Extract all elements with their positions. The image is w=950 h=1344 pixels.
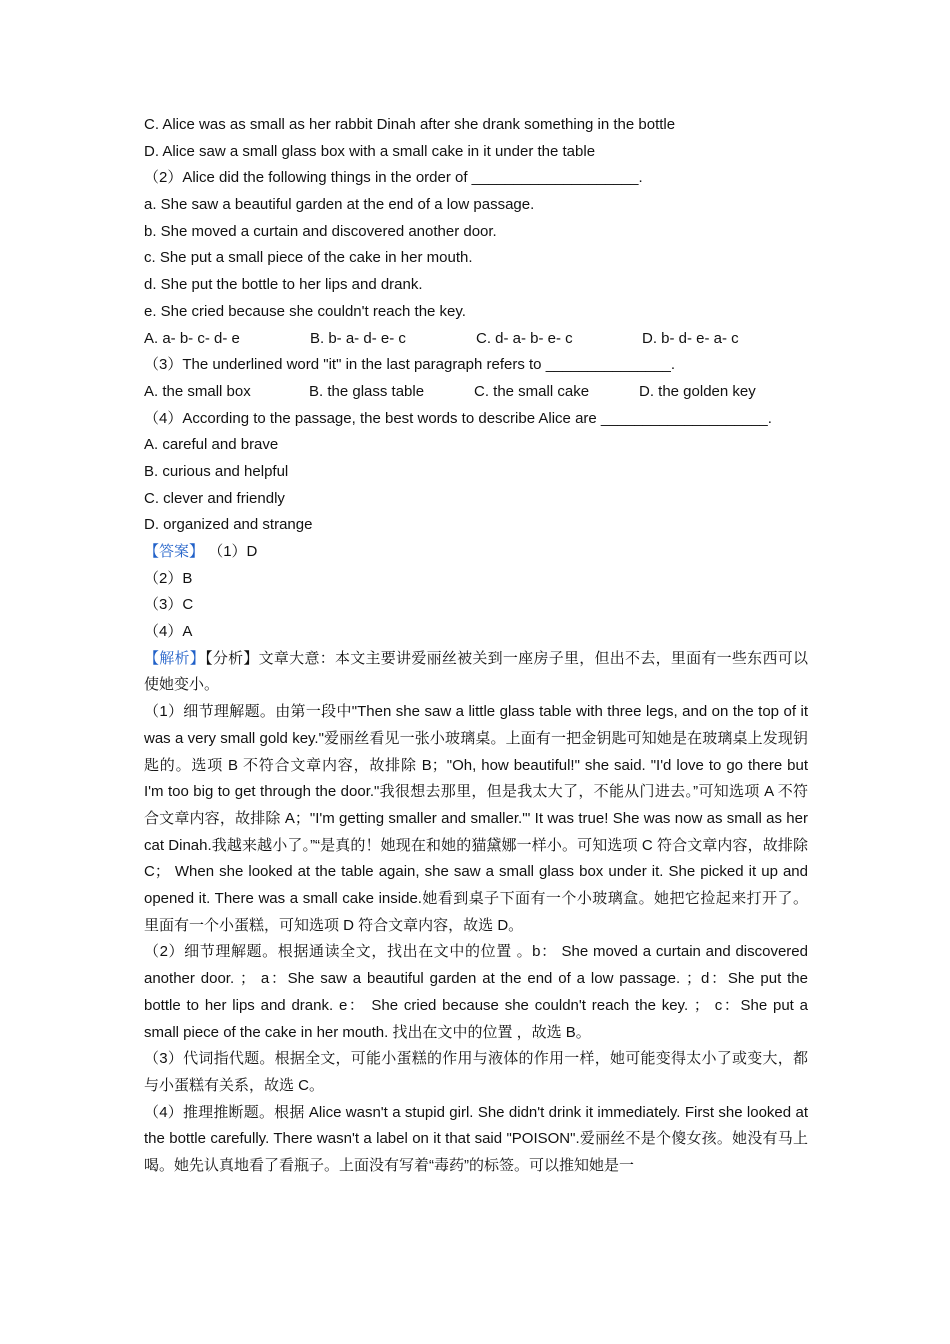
analysis-q1: （1）细节理解题。由第一段中"Then she saw a little glass table with three legs, and on the top of it was a very small gold key."爱丽丝看见一张小玻璃桌。上面有一把金钥匙可知她是在玻璃桌上发现钥匙的。选项 B 不符合文章内容，故排除 B；"Oh, how beautiful!" she said. "I'd love to go there but I'm too big to get through the door."我很想去那里，但是我太大了，不能从门进去。”可知选项 A 不符合文章内容，故排除 A；"I'm getting smaller and smaller.'" It was true! She was now as small as her cat Dinah.我越来越小了。”“是真的！她现在和她的猫黛娜一样小。可知选项 C 符合文章内容，故排除 C； When she looked at the table again, she saw a small glass box under it. She picked it up and opened it. There was a small cake inside.她看到桌子下面有一个小玻璃盒。她把它捡起来打开了。里面有一个小蛋糕，可知选项 D 符合文章内容，故选 D。 — [144, 703, 808, 934]
q2-option-d: D. b- d- e- a- c — [642, 329, 739, 347]
q3-option-a: A. the small box — [144, 382, 251, 400]
q2-option-c: C. d- a- b- e- c — [476, 329, 573, 347]
analysis-intro-paragraph — [144, 646, 808, 699]
q4-option-a: A. careful and brave — [144, 436, 279, 454]
q1-option-c: C. Alice was as small as her rabbit Dinah after she drank something in the bottle — [144, 116, 676, 133]
q4-stem: （4）According to the passage, the best words to describe Alice are ____________________. — [144, 409, 772, 427]
analysis-q3: （3）代词指代题。根据全文，可能小蛋糕的作用与液体的作用一样，她可能变得太小了或变大，都与小蛋糕有关系，故选 C。 — [144, 1050, 808, 1094]
document-page — [144, 112, 808, 1180]
answer-2: （2）B — [144, 569, 193, 587]
analysis-tag: 【解析】 — [144, 649, 206, 667]
q3-stem: （3）The underlined word "it" in the last paragraph refers to _______________. — [144, 356, 675, 374]
analysis-q4: （4）推理推断题。根据 Alice wasn't a stupid girl. She didn't drink it immediately. First she looked at the bottle carefully. There wasn't a label on it that said "POISON".爱丽丝不是个傻女孩。她没有马上喝。她先认真地看了看瓶子。上面没有写着“毒药”的标签。可以推知她是一 — [144, 1103, 808, 1175]
analysis-section — [144, 646, 808, 1180]
q1-option-d: D. Alice saw a small glass box with a small cake in it under the table — [144, 142, 596, 160]
q4-option-c: C. clever and friendly — [144, 489, 285, 507]
answer-line — [144, 539, 808, 566]
analysis-q2: （2）细节理解题。根据通读全文，找出在文中的位置 。b： She moved a curtain and discovered another door. ； a：She saw a beautiful garden at the end of a low passage. ；d：She put the bottle to her lips and drank. e： She cried because she couldn't reach the key. ； c：She put a small piece of the cake in her mouth. 找出在文中的位置 ，故选 B。 — [144, 943, 808, 1041]
q3-option-c: C. the small cake — [474, 382, 590, 400]
q4-option-b: B. curious and helpful — [144, 462, 289, 480]
q3-option-d: D. the golden key — [639, 382, 756, 400]
q2-item-b: b. She moved a curtain and discovered another door. — [144, 222, 497, 240]
q2-option-a: A. a- b- c- d- e — [144, 329, 240, 347]
answer-3: （3）C — [144, 596, 194, 614]
q3-options — [144, 379, 808, 406]
q2-item-d: d. She put the bottle to her lips and drank. — [144, 276, 423, 294]
q4-option-d: D. organized and strange — [144, 516, 313, 534]
answer-1: （1）D — [208, 543, 258, 560]
q3-option-b: B. the glass table — [309, 382, 425, 400]
q2-options — [144, 326, 808, 353]
answer-tag: 【答案】 — [144, 543, 205, 560]
answer-4: （4）A — [144, 623, 193, 641]
q2-option-b: B. b- a- d- e- c — [310, 329, 406, 347]
q2-item-a: a. She saw a beautiful garden at the end of a low passage. — [144, 196, 535, 214]
q2-stem: （2）Alice did the following things in the order of ____________________. — [144, 169, 643, 187]
q2-item-c: c. She put a small piece of the cake in her mouth. — [144, 249, 473, 267]
q2-item-e: e. She cried because she couldn't reach the key. — [144, 302, 466, 320]
analysis-intro: 【分析】文章大意：本文主要讲爱丽丝被关到一座房子里，但出不去，里面有一些东西可以使她变小。 — [144, 649, 808, 694]
